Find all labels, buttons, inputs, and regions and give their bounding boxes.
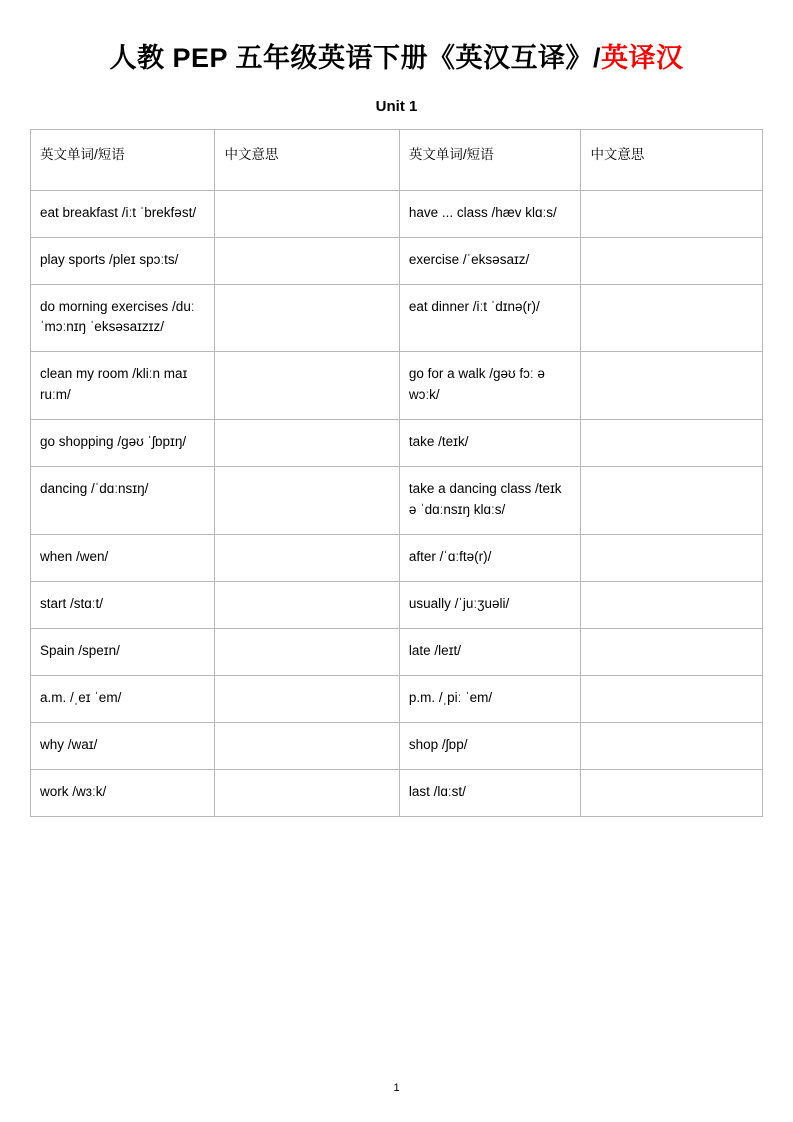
english-term: have ... class /hæv klɑːs/	[399, 190, 581, 237]
chinese-meaning[interactable]	[581, 190, 763, 237]
english-term: late /leɪt/	[399, 628, 581, 675]
column-header-chinese-1: 中文意思	[215, 129, 399, 190]
english-term: eat breakfast /iːt ˈbrekfəst/	[31, 190, 215, 237]
english-term: last /lɑːst/	[399, 769, 581, 816]
english-term: usually /ˈjuːʒuəli/	[399, 581, 581, 628]
table-row	[31, 284, 763, 352]
chinese-meaning[interactable]	[581, 534, 763, 581]
table-row	[31, 534, 763, 581]
chinese-meaning[interactable]	[581, 352, 763, 420]
chinese-meaning[interactable]	[215, 581, 399, 628]
chinese-meaning[interactable]	[581, 628, 763, 675]
english-term: clean my room /kliːn maɪ ruːm/	[31, 352, 215, 420]
english-term: Spain /speɪn/	[31, 628, 215, 675]
chinese-meaning[interactable]	[581, 284, 763, 352]
page-title-highlight: 英译汉	[601, 43, 684, 73]
english-term: why /waɪ/	[31, 722, 215, 769]
chinese-meaning[interactable]	[215, 352, 399, 420]
column-header-chinese-2: 中文意思	[581, 129, 763, 190]
chinese-meaning[interactable]	[581, 675, 763, 722]
chinese-meaning[interactable]	[215, 467, 399, 535]
english-term: start /stɑːt/	[31, 581, 215, 628]
english-term: do morning exercises /duː ˈmɔːnɪŋ ˈeksəsaɪzɪz/	[31, 284, 215, 352]
english-term: go shopping /gəʊ ˈʃɒpɪŋ/	[31, 420, 215, 467]
vocabulary-table	[30, 129, 763, 817]
chinese-meaning[interactable]	[581, 769, 763, 816]
table-header-row	[31, 129, 763, 190]
english-term: take a dancing class /teɪk ə ˈdɑːnsɪŋ klɑːs/	[399, 467, 581, 535]
english-term: a.m. /ˌeɪ ˈem/	[31, 675, 215, 722]
chinese-meaning[interactable]	[215, 284, 399, 352]
table-row	[31, 352, 763, 420]
page-title-main: 人教 PEP 五年级英语下册《英汉互译》/	[109, 43, 602, 73]
english-term: exercise /ˈeksəsaɪz/	[399, 237, 581, 284]
page-number: 1	[393, 1082, 400, 1094]
table-row	[31, 581, 763, 628]
table-row	[31, 675, 763, 722]
table-row	[31, 237, 763, 284]
chinese-meaning[interactable]	[581, 237, 763, 284]
english-term: go for a walk /gəʊ fɔː ə wɔːk/	[399, 352, 581, 420]
english-term: after /ˈɑːftə(r)/	[399, 534, 581, 581]
chinese-meaning[interactable]	[215, 534, 399, 581]
column-header-english-1: 英文单词/短语	[31, 129, 215, 190]
english-term: eat dinner /iːt ˈdɪnə(r)/	[399, 284, 581, 352]
english-term: when /wen/	[31, 534, 215, 581]
unit-heading: Unit 1	[375, 97, 418, 115]
chinese-meaning[interactable]	[215, 675, 399, 722]
table-row	[31, 467, 763, 535]
english-term: dancing /ˈdɑːnsɪŋ/	[31, 467, 215, 535]
table-row	[31, 722, 763, 769]
chinese-meaning[interactable]	[581, 722, 763, 769]
chinese-meaning[interactable]	[215, 420, 399, 467]
table-row	[31, 420, 763, 467]
chinese-meaning[interactable]	[215, 628, 399, 675]
table-row	[31, 628, 763, 675]
english-term: shop /ʃɒp/	[399, 722, 581, 769]
column-header-english-2: 英文单词/短语	[399, 129, 581, 190]
english-term: play sports /pleɪ spɔːts/	[31, 237, 215, 284]
chinese-meaning[interactable]	[215, 722, 399, 769]
chinese-meaning[interactable]	[215, 237, 399, 284]
chinese-meaning[interactable]	[215, 190, 399, 237]
chinese-meaning[interactable]	[581, 467, 763, 535]
table-row	[31, 769, 763, 816]
chinese-meaning[interactable]	[581, 420, 763, 467]
table-row	[31, 190, 763, 237]
page-title	[30, 42, 763, 76]
chinese-meaning[interactable]	[215, 769, 399, 816]
english-term: p.m. /ˌpiː ˈem/	[399, 675, 581, 722]
english-term: work /wɜːk/	[31, 769, 215, 816]
english-term: take /teɪk/	[399, 420, 581, 467]
chinese-meaning[interactable]	[581, 581, 763, 628]
